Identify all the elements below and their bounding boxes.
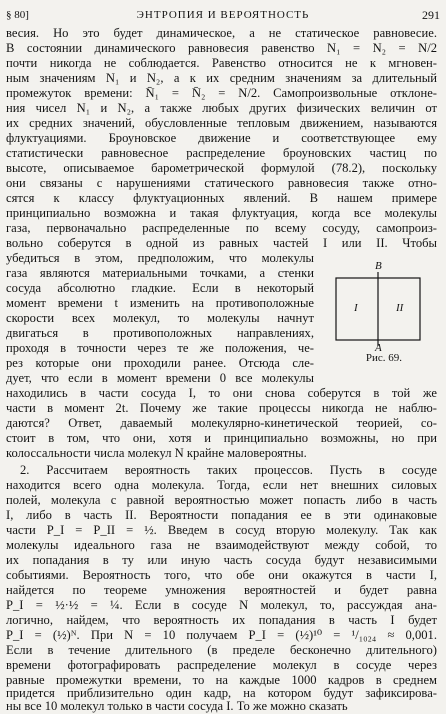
text-line: придется приблизительно один кадр, на котором будут зафиксирова- [6, 686, 437, 700]
label-part-one: I [354, 302, 358, 314]
text-line: промежуток времени: N̄₁ = N̄₂ = N/2. Самопроизвольные отклоне- [6, 86, 437, 100]
figure-vessel [334, 260, 424, 354]
text-line: убедиться в этом, предположим, что молекулы [6, 251, 314, 265]
text-line: проходя в точности через те же положения, че- [6, 341, 314, 355]
text-line: момент времени t изменить на противоположные [6, 296, 314, 310]
chapter-title: ЭНТРОПИЯ И ВЕРОЯТНОСТЬ [136, 9, 310, 21]
text-line: находились в части сосуда I, то они снова соберутся в той же [6, 386, 437, 400]
text-line: весия. Но это будет динамическое, а не статическое равновесие. [6, 26, 437, 40]
text-line: находится всего одна молекула. Тогда, если нет внешних силовых [6, 478, 437, 492]
section-number: § 80] [6, 9, 29, 21]
text-line: принципиально возможна и такая флуктуация, когда все молекулы [6, 206, 437, 220]
text-line: флуктуациями. Броуновское движение и соответствующее ему [6, 131, 437, 145]
text-line: части в момент 2t. Почему же такие процессы никогда не наблю- [6, 401, 437, 415]
text-line: рез которые они проходили ранее. Отсюда сле- [6, 356, 314, 370]
vessel-diagram [334, 266, 424, 352]
text-line: двигаться в противоположных направлениях, [6, 326, 314, 340]
text-line: P_I = ½·½ = ¼. Если в сосуде N молекул, то, рассуждая ана- [6, 598, 437, 612]
text-line: ны все 10 молекул только в части сосуда I. То же можно сказать [6, 699, 348, 713]
text-line: I, либо в часть II. Вероятности попадания ее в эти одинаковые [6, 508, 437, 522]
text-line: их средних значений, обусловленные тепловым движением, называются [6, 116, 437, 130]
text-line: сятся к классу флуктуационных явлений. В нашем примере [6, 191, 437, 205]
text-line: времени фотографировать распределение молекул в сосуде через [6, 658, 437, 672]
text-line: газа являются материальными точками, а стенки [6, 266, 314, 280]
text-line: логично, найдем, что вероятность их попадания в часть I будет [6, 613, 437, 627]
page-number: 291 [422, 8, 440, 22]
text-line: событиями. Вероятность того, что обе они окажутся в части I, [6, 568, 437, 582]
running-header [6, 6, 440, 24]
text-line: стоит в том, что они, хотя и принципиально возможны, но при [6, 431, 437, 445]
text-line: колоссальности числа молекул N крайне маловероятны. [6, 446, 307, 460]
text-line: их попадания в ту или иную часть сосуда будут независимыми [6, 553, 437, 567]
text-line: P_I = (½)ᴺ. При N = 10 получаем P_I = (½)¹⁰ = ¹/₁₀₂₄ ≈ 0,001. [6, 628, 437, 642]
text-line: молекулы идеального газа не взаимодействуют между собой, то [6, 538, 437, 552]
text-line: В состоянии динамического равновесия равенство N₁ = N₂ = N/2 [6, 41, 437, 55]
text-line: равные промежутки времени, то на каждые 1000 кадров в среднем [6, 673, 437, 687]
text-line: части P_I = P_II = ½. Введем в сосуд вторую молекулу. Так как [6, 523, 437, 537]
text-line: Если в течение длительного (в пределе бесконечно длительного) [6, 643, 437, 657]
text-line: даются? Ответ, даваемый молекулярно-кинетической теорией, со- [6, 416, 437, 430]
text-line: скорости всех молекул, то молекулы начнут [6, 311, 314, 325]
text-line: сосуда абсолютно гладкие. Если в некоторый [6, 281, 314, 295]
text-line: 2. Рассчитаем вероятность таких процессов. Пусть в сосуде [20, 463, 437, 477]
text-line: почти никогда не соблюдается. Равенство относится не к мгновен- [6, 56, 437, 70]
text-line: ным значениям N₁ и N₂, а к их средним значениям за длительный [6, 71, 437, 85]
text-line: найдется по теореме умножения вероятностей и будет равна [6, 583, 437, 597]
text-line: полей, молекула с равной вероятностью может попасть либо в часть [6, 493, 437, 507]
label-a: A [375, 342, 382, 354]
label-b: B [375, 260, 382, 272]
text-line: дует, что если в момент времени 0 все молекулы [6, 371, 314, 385]
text-line: высоте, описываемое барометрической формулой (78.2), поскольку [6, 161, 437, 175]
text-line: газа, первоначально распределенные по всему сосуду, самопроиз- [6, 221, 437, 235]
text-line: вольно соберутся в одной из равных частей I или II. Чтобы [6, 236, 437, 250]
label-part-two: II [396, 302, 404, 314]
figure-caption: Рис. 69. [365, 352, 403, 364]
text-line: они связаны с нарушениями статического равновесия также отно- [6, 176, 437, 190]
text-line: ния чисел N₁ и N₂, а также любых других физических величин от [6, 101, 437, 115]
text-line: статистически равновесное распределение броуновских частиц по [6, 146, 437, 160]
